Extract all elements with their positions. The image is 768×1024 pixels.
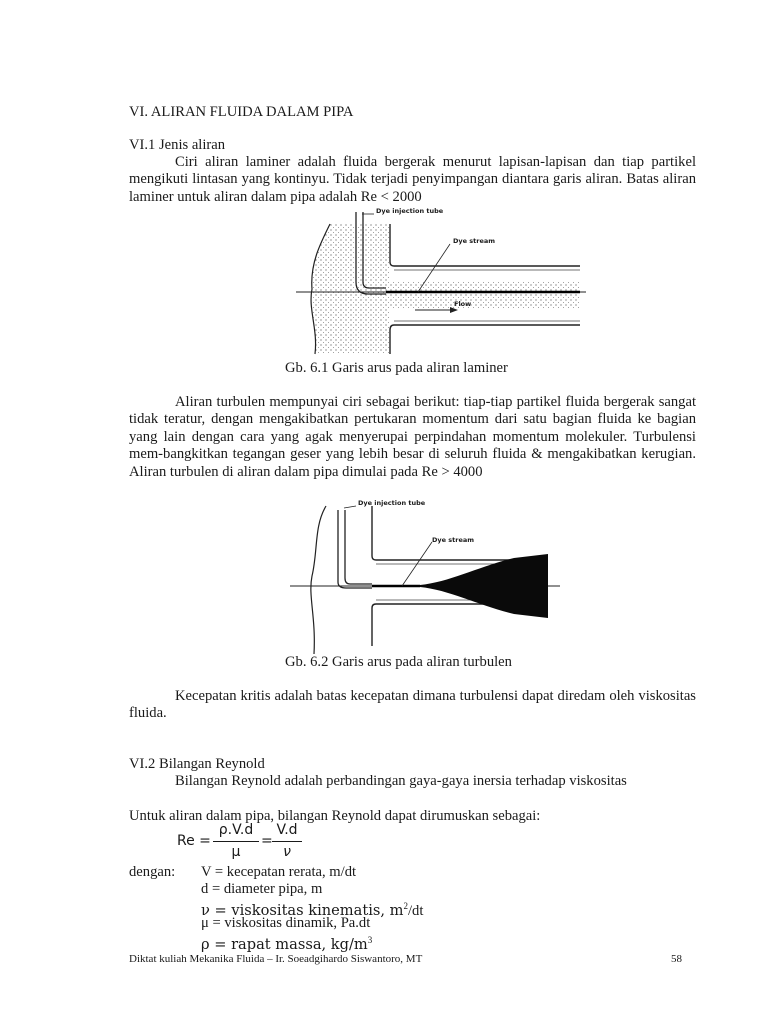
- fraction-bar-2: [272, 841, 302, 842]
- section-title-bilangan-reynold: VI.2 Bilangan Reynold: [129, 756, 265, 772]
- formula-equals: =: [261, 833, 273, 849]
- formula-numerator-2: V.d: [276, 822, 298, 838]
- label-flow: Flow: [454, 300, 472, 308]
- formula-intro: Untuk aliran dalam pipa, bilangan Reynold dapat dirumuskan sebagai:: [129, 808, 541, 824]
- definition-velocity: V = kecepatan rerata, m/dt: [201, 864, 357, 880]
- label-dye-stream-2: Dye stream: [432, 536, 475, 544]
- definition-diameter: d = diameter pipa, m: [201, 881, 323, 897]
- formula-lhs: Re =: [177, 833, 211, 849]
- label-dye-injection-tube: Dye injection tube: [376, 207, 444, 215]
- figure-turbulent-flow: [290, 496, 560, 654]
- paragraph-turbulen: Aliran turbulen mempunyai ciri sebagai berikut: tiap-tiap partikel fluida bergerak sangat tidak teratur, dengan mengakibatkan pertukaran momentum dari satu bagian fluida ke bagian yang lain dengan cara yang agak menyerupai perpindahan momentum molekuler. Turbulensi mem-bangkitkan tegangan geser yang lebih besar di seluruh fluida & mengakibatkan kerugian. Aliran turbulen di aliran dalam pipa dimulai pada Re > 4000: [129, 394, 696, 480]
- formula-denominator-2: ν: [283, 844, 291, 860]
- paragraph-bilangan-reynold-intro: Bilangan Reynold adalah perbandingan gaya-gaya inersia terhadap viskositas: [175, 773, 627, 789]
- laminar-flow-diagram: [290, 204, 590, 356]
- figure-caption-laminar: Gb. 6.1 Garis arus pada aliran laminer: [285, 360, 508, 376]
- page-number: 58: [671, 953, 682, 965]
- label-dye-injection-tube-2: Dye injection tube: [358, 499, 426, 507]
- reynolds-formula: [177, 822, 317, 861]
- paragraph-laminer: Ciri aliran laminer adalah fluida bergerak menurut lapisan-lapisan dan tiap partikel mengikuti lintasan yang kontinyu. Tidak terjadi penyimpangan diantara garis aliran. Batas aliran laminer untuk aliran dalam pipa adalah Re < 2000: [129, 154, 696, 205]
- turbulent-flow-diagram: [290, 496, 560, 654]
- formula-numerator-1: ρ.V.d: [218, 822, 254, 838]
- definition-kinematic-viscosity: ν = viskositas kinematis, $m^2/dt$: [201, 901, 424, 919]
- section-title-jenis-aliran: VI.1 Jenis aliran: [129, 137, 226, 153]
- footer-text: Diktat kuliah Mekanika Fluida – Ir. Soeadgihardo Siswantoro, MT: [129, 953, 423, 965]
- label-dye-stream: Dye stream: [453, 237, 496, 245]
- fraction-bar-1: [213, 841, 259, 842]
- paragraph-kecepatan-kritis: Kecepatan kritis adalah batas kecepatan dimana turbulensi dapat diredam oleh viskositas fluida.: [129, 688, 696, 722]
- formula-denominator-1: μ: [231, 844, 241, 860]
- definition-density: ρ = rapat massa, $kg/m^3$: [201, 935, 373, 953]
- page-heading: VI. ALIRAN FLUIDA DALAM PIPA: [129, 104, 354, 120]
- figure-laminar-flow: [290, 204, 590, 356]
- dengan-label: dengan:: [129, 864, 176, 880]
- figure-caption-turbulent: Gb. 6.2 Garis arus pada aliran turbulen: [285, 654, 512, 670]
- definition-dynamic-viscosity: μ = viskositas dinamik, Pa.dt: [201, 915, 371, 931]
